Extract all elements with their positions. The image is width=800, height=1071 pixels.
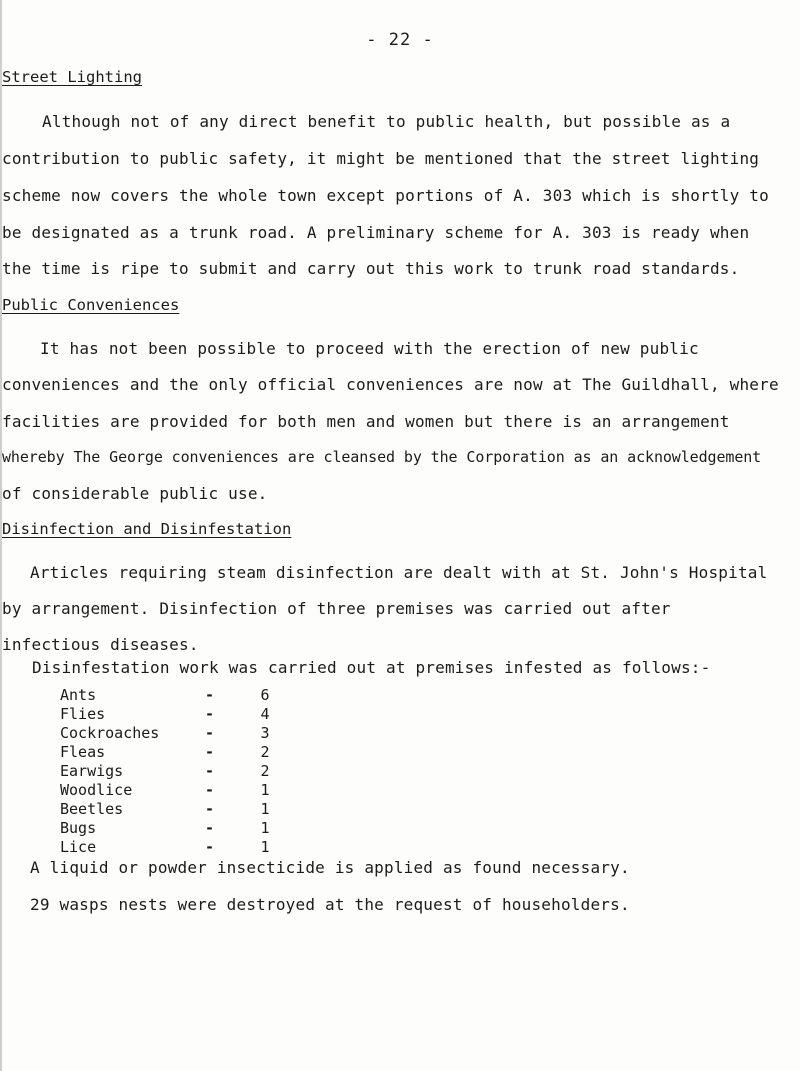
street-lighting-line-4: be designated as a trunk road. A preliminary scheme for A. 303 is ready when: [2, 223, 750, 242]
pest-dash: -: [205, 800, 215, 818]
pest-count: 6: [260, 686, 270, 704]
pest-count: 1: [260, 781, 270, 799]
pest-dash: -: [205, 781, 215, 799]
pest-count: 1: [260, 838, 270, 856]
pest-count: 1: [260, 800, 270, 818]
public-conveniences-line-1: It has not been possible to proceed with the erection of new public: [40, 339, 699, 358]
pest-name: Fleas: [60, 743, 106, 761]
pest-row: [60, 705, 320, 724]
page-number: - 22 -: [366, 30, 434, 50]
pest-dash: -: [205, 819, 215, 837]
pest-row: [60, 762, 320, 781]
pest-name: Beetles: [60, 800, 124, 818]
heading-street-lighting: Street Lighting: [2, 68, 142, 86]
pest-row: [60, 838, 320, 857]
pest-count: 1: [260, 819, 270, 837]
pest-row: [60, 781, 320, 800]
pest-count: 2: [260, 762, 270, 780]
pest-row: [60, 724, 320, 743]
pest-count: 3: [260, 724, 270, 742]
public-conveniences-line-3: facilities are provided for both men and women but there is an arrangement: [2, 412, 730, 431]
public-conveniences-line-2: conveniences and the only official conveniences are now at The Guildhall, where: [2, 375, 779, 394]
pest-row: [60, 800, 320, 819]
public-conveniences-line-5: of considerable public use.: [2, 484, 268, 503]
pest-dash: -: [205, 762, 215, 780]
heading-public-conveniences: Public Conveniences: [2, 296, 180, 314]
pest-dash: -: [205, 838, 215, 856]
pest-count: 2: [260, 743, 270, 761]
pest-dash: -: [205, 743, 215, 761]
pest-name: Lice: [60, 838, 97, 856]
pest-name: Bugs: [60, 819, 97, 837]
pest-name: Ants: [60, 686, 97, 704]
pest-table: [60, 686, 320, 857]
wasps-line: 29 wasps nests were destroyed at the request of householders.: [30, 895, 630, 914]
disinfection-line-3: infectious diseases.: [2, 635, 199, 654]
disinfection-line-2: by arrangement. Disinfection of three premises was carried out after: [2, 599, 671, 618]
pest-row: [60, 743, 320, 762]
pest-count: 4: [260, 705, 270, 723]
street-lighting-line-2: contribution to public safety, it might be mentioned that the street lighting: [2, 149, 760, 168]
pest-row: [60, 819, 320, 838]
pest-name: Cockroaches: [60, 724, 160, 742]
pest-dash: -: [205, 686, 215, 704]
heading-disinfection: Disinfection and Disinfestation: [2, 520, 292, 538]
pest-row: [60, 686, 320, 705]
pest-dash: -: [205, 705, 215, 723]
pest-name: Earwigs: [60, 762, 124, 780]
insecticide-line: A liquid or powder insecticide is applied as found necessary.: [30, 858, 630, 877]
pest-name: Woodlice: [60, 781, 133, 799]
pest-dash: -: [205, 724, 215, 742]
street-lighting-line-1: Although not of any direct benefit to public health, but possible as a: [42, 112, 731, 131]
disinfestation-intro: Disinfestation work was carried out at premises infested as follows:-: [32, 658, 711, 677]
pest-name: Flies: [60, 705, 106, 723]
street-lighting-line-3: scheme now covers the whole town except portions of A. 303 which is shortly to: [2, 186, 769, 205]
street-lighting-line-5: the time is ripe to submit and carry out this work to trunk road standards.: [2, 259, 740, 278]
public-conveniences-line-4: whereby The George conveniences are cleansed by the Corporation as an acknowledgement: [2, 448, 762, 466]
disinfection-line-1: Articles requiring steam disinfection are dealt with at St. John's Hospital: [30, 563, 768, 582]
